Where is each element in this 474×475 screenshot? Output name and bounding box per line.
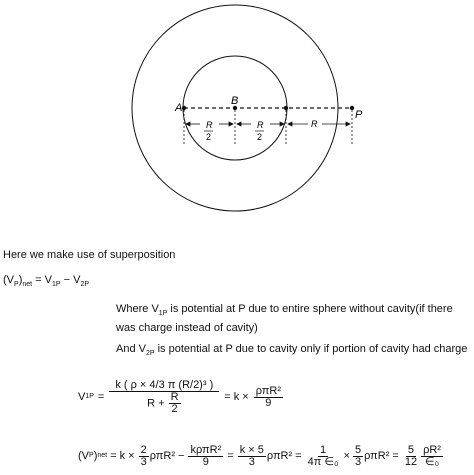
label-a: A <box>175 102 183 114</box>
point-p-dot <box>350 106 354 110</box>
sphere-cavity-diagram <box>0 0 474 235</box>
label-p: P <box>355 109 363 121</box>
where-v1p-text: Where $V_{1P}$ is potential at P due to entire sphere without cavity(if there was charge instead of cavity) <box>116 303 453 334</box>
intro-text: Here we make use of superposition <box>3 249 176 261</box>
label-r: R <box>311 119 318 129</box>
label-two-2: 2 <box>257 132 263 142</box>
equation-net-potential: $(V_P)_{net} = V_{1P} - V_{2P}$ <box>3 274 89 288</box>
point-a-dot <box>182 106 186 110</box>
dim-arrow-3 <box>288 122 350 126</box>
label-two-1: 2 <box>206 132 212 142</box>
equation-v1p: V 1P = k ( ρ × 4/3 π (R/2)³ ) R + $\frac{R}{2}$ = k × $\frac{\text{ρπR²}}{9}$ <box>78 378 282 415</box>
label-b: B <box>231 95 239 107</box>
point-right-dot <box>284 106 288 110</box>
label-r-half-2: R <box>257 120 264 130</box>
label-r-half-1: R <box>206 120 213 130</box>
where-v2p-text: And $V_{2P}$ is potential at P due to cavity only if portion of cavity had charge <box>116 343 468 357</box>
equation-vp-net-result: ( V P ) net = k × $\frac{2}{3}$ ρπR² − $\frac{\text{kρπR²}}{9}$ = $\frac{k \times 5}{3}$ ρπR² = $\frac{1}{\text{4π ∈₀}}$ × $\frac{5}{3}$ ρπR² = $\frac{5}{12}$ $\frac{\text{ρR²}}{\text{∈₀}}$ <box>78 443 441 468</box>
